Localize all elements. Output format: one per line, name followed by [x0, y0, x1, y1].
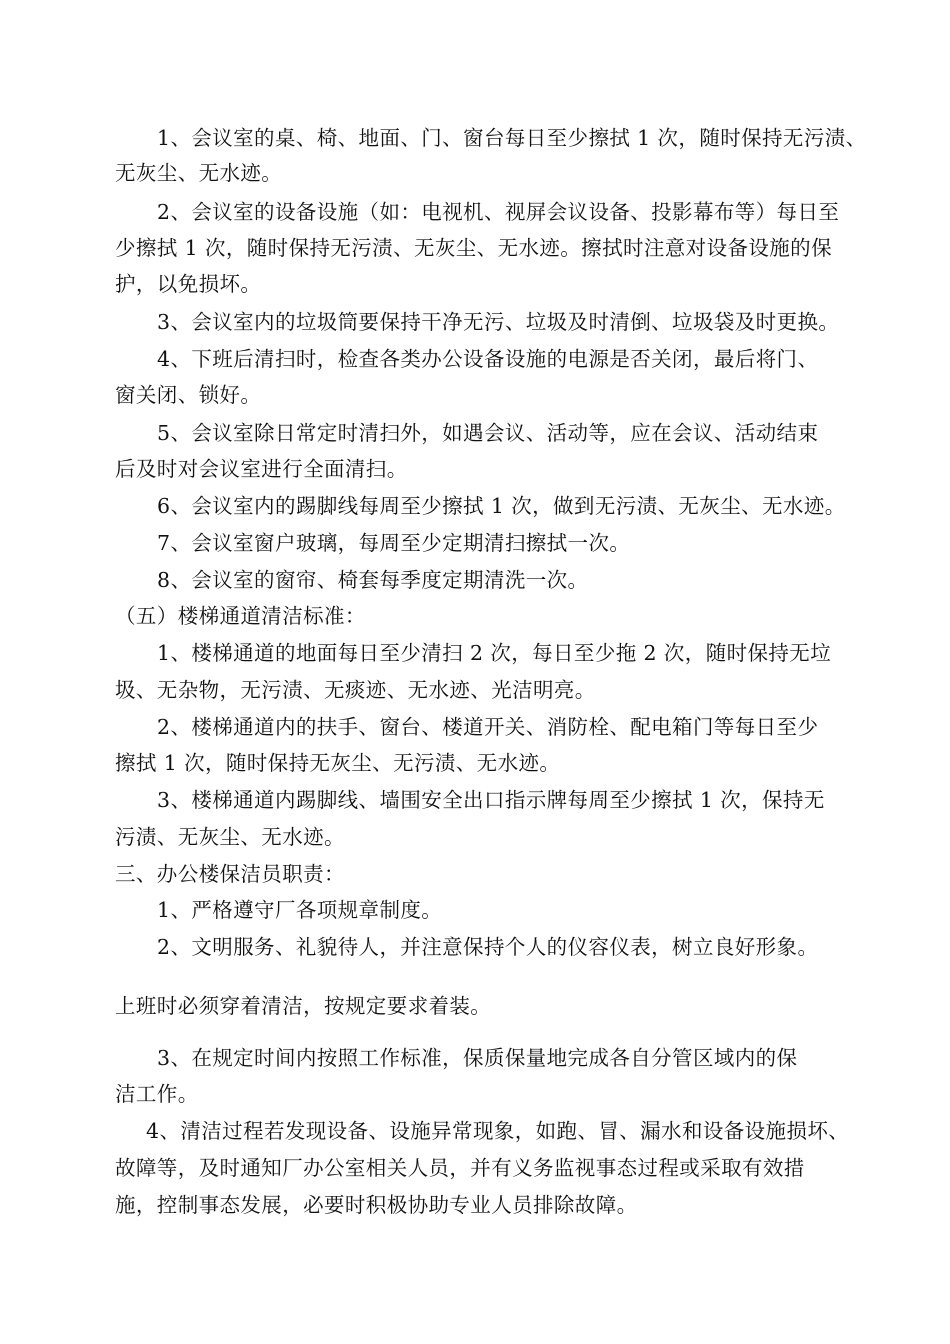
text-line: 故障等，及时通知厂办公室相关人员，并有义务监视事态过程或采取有效措	[115, 1156, 805, 1180]
text-line: 施，控制事态发展，必要时积极协助专业人员排除故障。	[115, 1193, 638, 1217]
text-line: 1、楼梯通道的地面每日至少清扫 2 次，每日至少拖 2 次，随时保持无垃	[157, 641, 832, 665]
text-line: 8、会议室的窗帘、椅套每季度定期清洗一次。	[157, 568, 589, 592]
text-line: 圾、无杂物，无污渍、无痰迹、无水迹、光洁明亮。	[115, 678, 596, 702]
text-line: 擦拭 1 次，随时保持无灰尘、无污渍、无水迹。	[115, 751, 561, 775]
text-line: 5、会议室除日常定时清扫外，如遇会议、活动等，应在会议、活动结束	[157, 421, 819, 445]
text-line: 2、文明服务、礼貌待人，并注意保持个人的仪容仪表，树立良好形象。	[157, 935, 819, 959]
text-line: 4、下班后清扫时，检查各类办公设备设施的电源是否关闭，最后将门、	[157, 347, 819, 371]
text-line: 2、会议室的设备设施（如：电视机、视屏会议设备、投影幕布等）每日至	[157, 200, 840, 224]
text-line: 1、会议室的桌、椅、地面、门、窗台每日至少擦拭 1 次，随时保持无污渍、	[157, 126, 867, 150]
text-line: 1、严格遵守厂各项规章制度。	[157, 898, 443, 922]
text-line: 护，以免损坏。	[115, 272, 262, 296]
text-line: 4、清洁过程若发现设备、设施异常现象，如跑、冒、漏水和设备设施损坏、	[146, 1119, 850, 1143]
section-heading: （五）楼梯通道清洁标准：	[115, 604, 366, 628]
text-line: 窗关闭、锁好。	[115, 383, 262, 407]
text-line: 7、会议室窗户玻璃，每周至少定期清扫擦拭一次。	[157, 531, 631, 555]
text-line: 后及时对会议室进行全面清扫。	[115, 457, 408, 481]
text-line: 6、会议室内的踢脚线每周至少擦拭 1 次，做到无污渍、无灰尘、无水迹。	[157, 494, 846, 518]
text-line: 上班时必须穿着清洁，按规定要求着装。	[115, 994, 492, 1018]
text-line: 污渍、无灰尘、无水迹。	[115, 825, 345, 849]
section-heading: 三、办公楼保洁员职责：	[115, 862, 345, 886]
text-line: 少擦拭 1 次，随时保持无污渍、无灰尘、无水迹。擦拭时注意对设备设施的保	[115, 236, 832, 260]
text-line: 2、楼梯通道内的扶手、窗台、楼道开关、消防栓、配电箱门等每日至少	[157, 715, 819, 739]
text-line: 无灰尘、无水迹。	[115, 161, 283, 185]
text-line: 洁工作。	[115, 1082, 199, 1106]
text-line: 3、会议室内的垃圾筒要保持干净无污、垃圾及时清倒、垃圾袋及时更换。	[157, 310, 840, 334]
text-line: 3、在规定时间内按照工作标准，保质保量地完成各自分管区域内的保	[157, 1046, 798, 1070]
text-line: 3、楼梯通道内踢脚线、墙围安全出口指示牌每周至少擦拭 1 次，保持无	[157, 788, 825, 812]
